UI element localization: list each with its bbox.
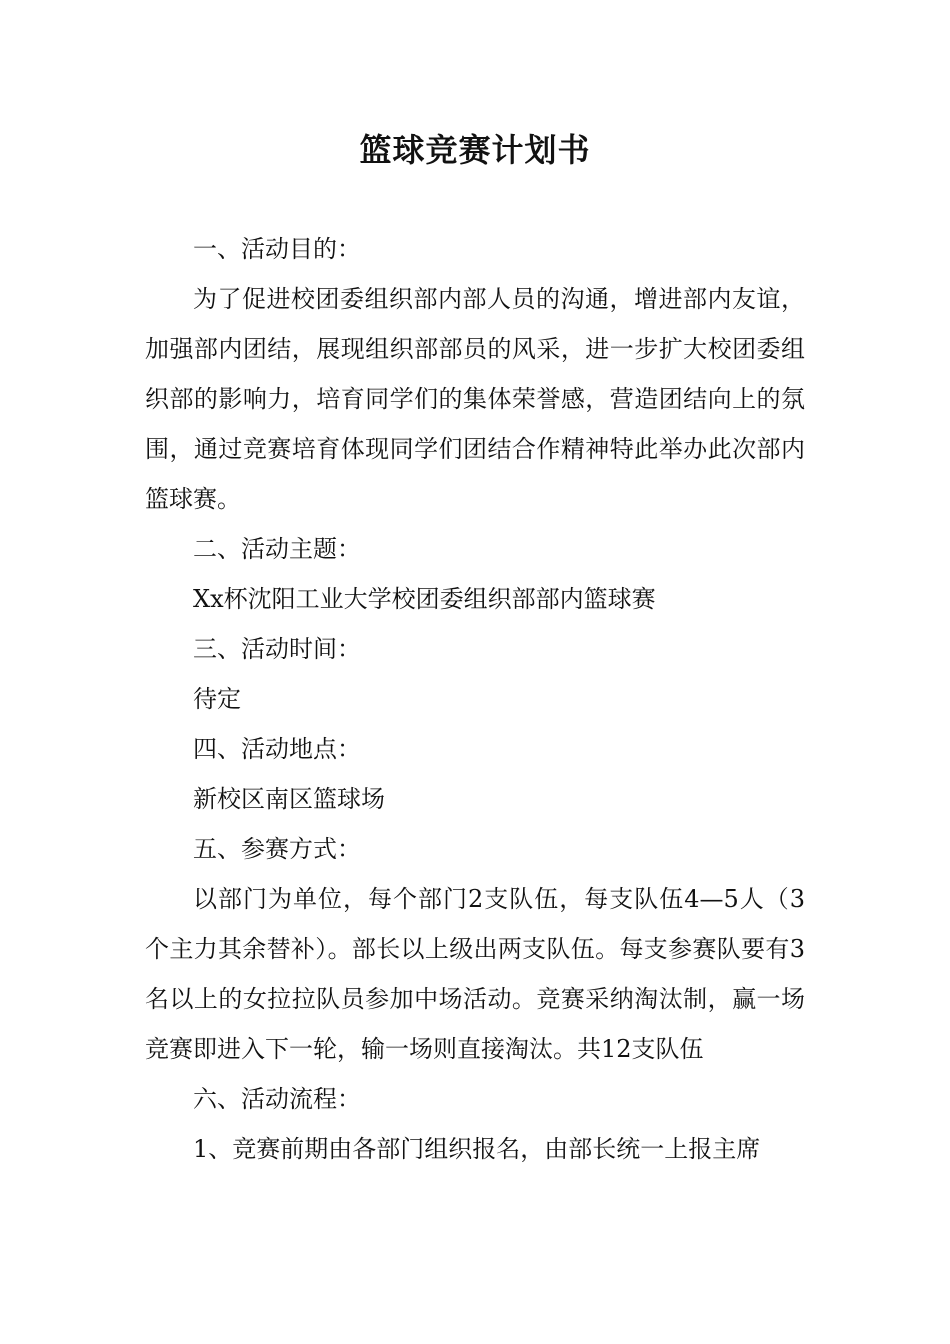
section-body-location: 新校区南区篮球场 [193,785,385,813]
section-heading-location: 四、活动地点： [193,735,361,763]
section-body-purpose: 为了促进校团委组织部内部人员的沟通，增进部内友谊，加强部内团结，展现组织部部员的风采，进一步扩大校团委组织部的影响力，培育同学们的集体荣誉感，营造团结向上的氛围，通过竞赛培育体现同学们团结合作精神特此举办此次部内篮球赛。 [145,285,805,513]
document-body [145,224,805,1174]
section-heading-format: 五、参赛方式： [193,835,361,863]
section-heading-theme: 二、活动主题： [193,535,361,563]
section-body-format: 以部门为单位，每个部门2支队伍，每支队伍4—5人（3个主力其余替补）。部长以上级出两支队伍。每支参赛队要有3名以上的女拉拉队员参加中场活动。竞赛采纳淘汰制，赢一场竞赛即进入下一轮，输一场则直接淘汰。共12支队伍 [145,885,805,1063]
document-title: 篮球竞赛计划书 [359,131,591,169]
section-heading-purpose: 一、活动目的： [193,235,361,263]
section-body-theme: Xx杯沈阳工业大学校团委组织部部内篮球赛 [193,585,656,613]
section-heading-process: 六、活动流程： [193,1085,361,1113]
section-body-process: 1、竞赛前期由各部门组织报名，由部长统一上报主席 [193,1135,761,1163]
section-heading-time: 三、活动时间： [193,635,361,663]
section-body-time: 待定 [193,685,241,713]
